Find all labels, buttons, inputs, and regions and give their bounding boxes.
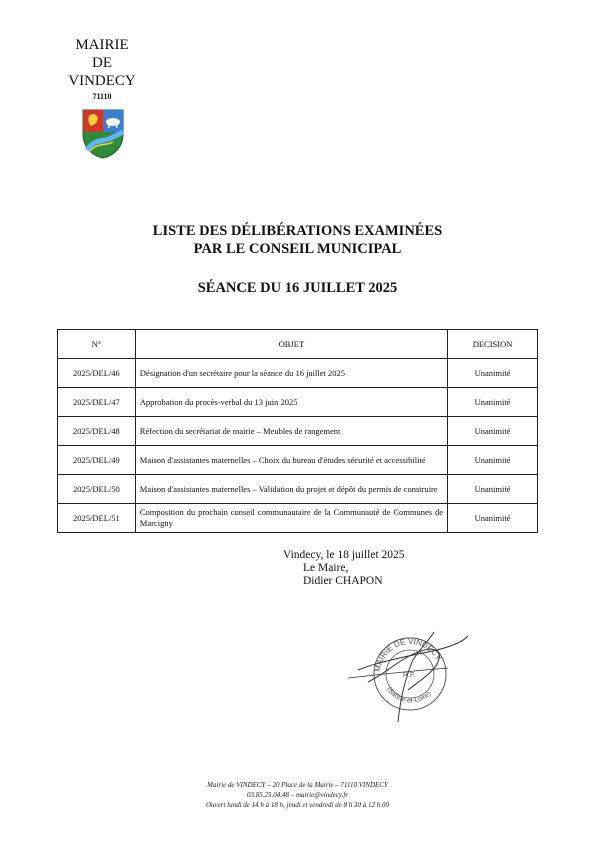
header-objet: OBJET bbox=[135, 330, 447, 359]
postal-code: 71110 bbox=[92, 92, 112, 101]
title-line-2: PAR LE CONSEIL MUNICIPAL bbox=[193, 241, 402, 257]
row-decision: Unanimité bbox=[448, 504, 538, 533]
table-row bbox=[58, 446, 538, 475]
header-num: N° bbox=[58, 330, 136, 359]
signature-role: Le Maire, bbox=[303, 562, 349, 574]
row-num: 2025/DEL/49 bbox=[58, 446, 136, 475]
row-decision: Unanimité bbox=[448, 417, 538, 446]
row-objet: Maison d'assistantes maternelles – Validation du projet et dépôt du permis de construire bbox=[135, 475, 447, 504]
row-num: 2025/DEL/50 bbox=[58, 475, 136, 504]
signature-place-date: Vindecy, le 18 juillet 2025 bbox=[283, 549, 405, 561]
footer-hours: Ouvert lundi de 14 h à 18 h, jeudi et vendredi de 8 h 30 à 12 h 00 bbox=[205, 801, 390, 809]
row-decision: Unanimité bbox=[448, 388, 538, 417]
row-num: 2025/DEL/48 bbox=[58, 417, 136, 446]
header-line-de: DE bbox=[92, 55, 112, 71]
row-objet: Approbation du procès-verbal du 13 juin 2025 bbox=[135, 388, 447, 417]
row-decision: Unanimité bbox=[448, 446, 538, 475]
official-stamp-signature bbox=[338, 612, 473, 727]
signature-name: Didier CHAPON bbox=[303, 575, 383, 587]
deliberations-table bbox=[57, 329, 538, 533]
footer-address: Mairie de VINDECY – 20 Place de la Mairie – 71110 VINDECY bbox=[207, 781, 388, 789]
table-row bbox=[58, 417, 538, 446]
svg-text:MAIRIE DE VINDECY: MAIRIE DE VINDECY bbox=[372, 636, 444, 673]
footer-contact: 03.85.25.04.48 – mairie@vindecy.fr bbox=[246, 791, 349, 799]
header-line-vindecy: VINDECY bbox=[68, 73, 136, 89]
coat-of-arms-logo bbox=[81, 108, 125, 160]
svg-text:R.F.: R.F. bbox=[403, 672, 416, 679]
row-objet: Maison d'assistantes maternelles – Choix du bureau d'études sécurité et accessibilité bbox=[135, 446, 447, 475]
table-row bbox=[58, 504, 538, 533]
row-objet: Composition du prochain conseil communautaire de la Communauté de Communes de Marcigny bbox=[135, 504, 447, 533]
row-objet: Désignation d'un secrétaire pour la séance du 16 juillet 2025 bbox=[135, 359, 447, 388]
row-decision: Unanimité bbox=[448, 475, 538, 504]
page-footer bbox=[0, 780, 595, 810]
mairie-header bbox=[52, 36, 152, 101]
document-title bbox=[0, 222, 595, 297]
header-decision: DECISION bbox=[448, 330, 538, 359]
row-decision: Unanimité bbox=[448, 359, 538, 388]
row-objet: Réfection du secrétariat de mairie – Meubles de rangement bbox=[135, 417, 447, 446]
seance-date: SÉANCE DU 16 JUILLET 2025 bbox=[197, 280, 398, 296]
table-header-row bbox=[58, 330, 538, 359]
title-line-1: LISTE DES DÉLIBÉRATIONS EXAMINÉES bbox=[152, 223, 443, 239]
table-row bbox=[58, 475, 538, 504]
signature-block bbox=[283, 549, 405, 588]
row-num: 2025/DEL/51 bbox=[58, 504, 136, 533]
svg-text:(Saône-et-Loire): (Saône-et-Loire) bbox=[385, 686, 433, 705]
row-num: 2025/DEL/47 bbox=[58, 388, 136, 417]
table-row bbox=[58, 388, 538, 417]
header-line-mairie: MAIRIE bbox=[75, 37, 129, 53]
table-row bbox=[58, 359, 538, 388]
row-num: 2025/DEL/46 bbox=[58, 359, 136, 388]
